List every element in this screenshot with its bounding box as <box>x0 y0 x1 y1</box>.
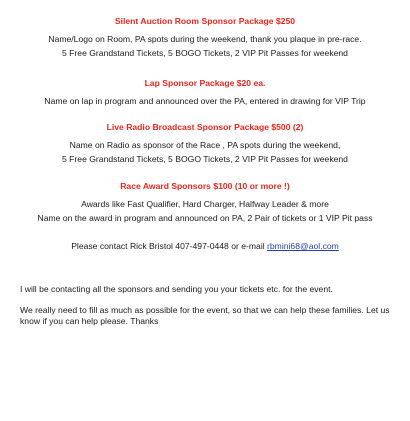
contact-line <box>14 240 396 252</box>
package-line: 5 Free Grandstand Tickets, 5 BOGO Tickets, 2 VIP Pit Passes for weekend <box>62 154 348 164</box>
silent-auction-package <box>14 15 396 60</box>
package-title: Silent Auction Room Sponsor Package $250 <box>114 16 296 26</box>
package-line: 5 Free Grandstand Tickets, 5 BOGO Tickets, 2 VIP Pit Passes for weekend <box>62 48 348 58</box>
race-award-package <box>14 180 396 225</box>
package-line: Name on lap in program and announced over the PA, entered in drawing for VIP Trip <box>44 96 366 106</box>
package-title: Race Award Sponsors $100 (10 or more !) <box>120 181 290 191</box>
package-line: Name on the award in program and announced on PA, 2 Pair of tickets or 1 VIP Pit pass <box>37 213 373 223</box>
package-line: Awards like Fast Qualifier, Hard Charger, Halfway Leader & more <box>81 199 329 209</box>
package-line: Name on Radio as sponsor of the Race , PA spots during the weekend, <box>69 140 341 150</box>
contact-text: Please contact Rick Bristol 407-497-0448 or e-mail <box>71 241 268 251</box>
email-link[interactable]: rbmini68@aol.com <box>267 241 339 251</box>
package-title: Live Radio Broadcast Sponsor Package $500 (2) <box>106 122 304 132</box>
lap-sponsor-package <box>14 77 396 108</box>
package-title: Lap Sponsor Package $20 ea. <box>144 78 266 88</box>
package-line: Name/Logo on Room, PA spots during the weekend, thank you plaque in pre-race. <box>48 34 362 44</box>
radio-broadcast-package <box>14 121 396 166</box>
closing-paragraph: We really need to fill as much as possible for the event, so that we can help these families. Let us know if you can help please. Thanks <box>20 305 390 326</box>
closing-paragraph: I will be contacting all the sponsors and sending you your tickets etc. for the event. <box>20 284 333 294</box>
